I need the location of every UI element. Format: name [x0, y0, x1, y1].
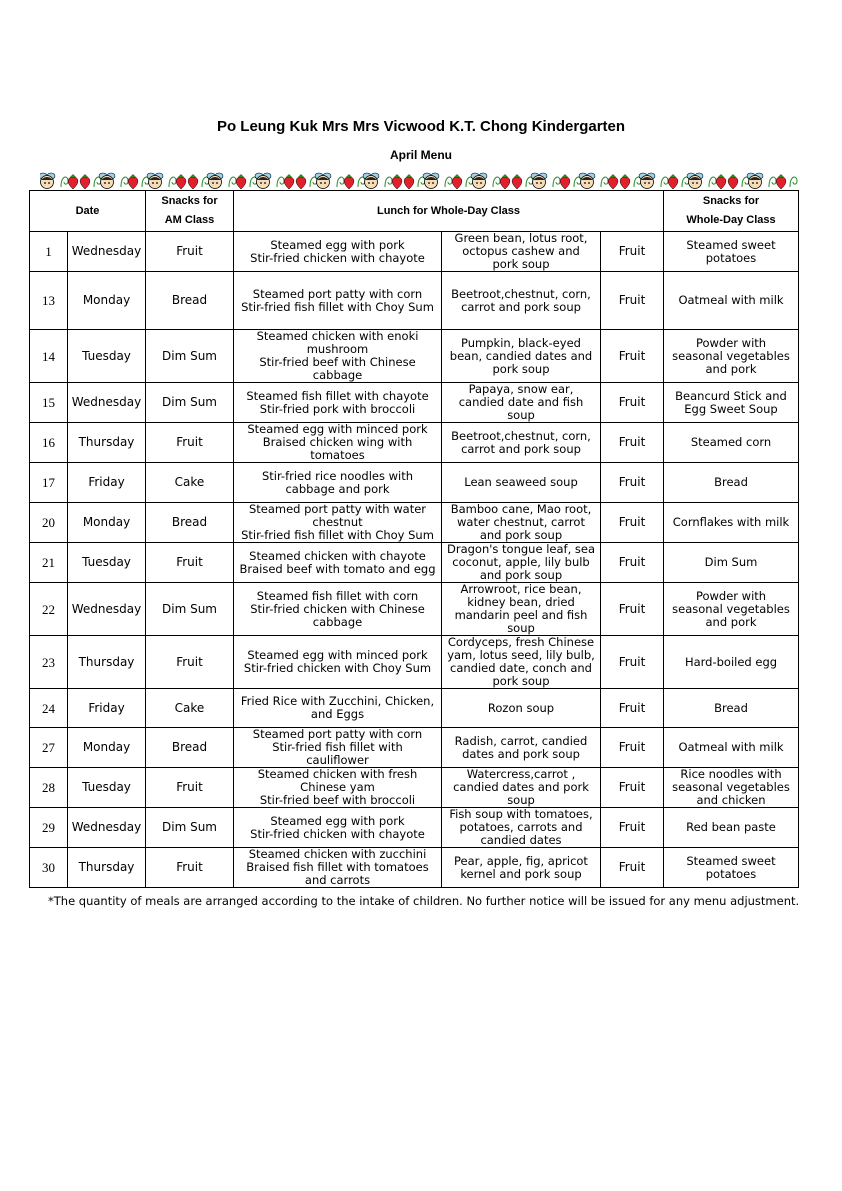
strawberry-icon — [452, 174, 462, 189]
date-number-cell: 22 — [30, 583, 68, 636]
cell-line: Steamed corn — [690, 435, 772, 449]
cell-line: Stir-fried chicken with chayote — [250, 250, 425, 265]
page-subtitle: April Menu — [390, 148, 452, 162]
cell-line: Dim Sum — [704, 555, 758, 569]
cell-line: and pork soup — [479, 528, 563, 542]
fruit-cell: Fruit — [601, 330, 664, 383]
cell-line: kidney bean, dried — [467, 595, 575, 609]
strawberry-icon — [716, 174, 726, 189]
cell-line: Beetroot,chestnut, corn, — [451, 286, 591, 301]
am-snack-cell: Fruit — [146, 232, 234, 272]
cell-line: Steamed fish fillet with corn — [256, 588, 419, 603]
soup-cell — [442, 232, 601, 272]
fruit-cell: Fruit — [601, 808, 664, 848]
weekday-cell: Thursday — [68, 423, 146, 463]
main-dishes-cell — [234, 768, 442, 808]
am-snack-cell: Bread — [146, 272, 234, 330]
cell-line: Egg Sweet Soup — [684, 401, 778, 416]
cell-line: cabbage — [312, 368, 363, 382]
cell-line: mandarin peel and fish — [454, 608, 588, 622]
am-snack-cell: Dim Sum — [146, 383, 234, 423]
table-row — [30, 330, 799, 383]
cell-line: cabbage and pork — [285, 481, 390, 496]
cell-line: Steamed sweet — [686, 237, 776, 252]
strawberry-icon — [668, 174, 678, 189]
swirl-icon — [121, 177, 128, 187]
cell-line: Lean seaweed soup — [464, 475, 578, 489]
cell-line: kernel and pork soup — [460, 866, 582, 881]
bee-icon — [687, 173, 703, 189]
cell-line: carrot and pork soup — [461, 299, 581, 314]
cell-line: Steamed chicken with zucchini — [248, 847, 427, 861]
table-row — [30, 463, 799, 503]
date-number-cell: 1 — [30, 232, 68, 272]
swirl-icon — [337, 177, 344, 187]
soup-cell — [442, 689, 601, 728]
soup-cell — [442, 808, 601, 848]
cell-line: Bamboo cane, Mao root, — [450, 502, 592, 516]
date-number-cell: 16 — [30, 423, 68, 463]
am-snack-cell: Fruit — [146, 543, 234, 583]
cell-line: Dragon's tongue leaf, sea — [446, 542, 595, 556]
whole-day-snack-cell — [664, 848, 799, 888]
am-snack-cell: Dim Sum — [146, 330, 234, 383]
am-snack-cell: Bread — [146, 728, 234, 768]
soup-cell — [442, 423, 601, 463]
cell-line: Steamed fish fillet with chayote — [246, 388, 429, 403]
weekday-cell: Tuesday — [68, 543, 146, 583]
date-number-cell: 27 — [30, 728, 68, 768]
am-snack-cell: Dim Sum — [146, 808, 234, 848]
strawberry-icon — [620, 174, 630, 189]
table-row — [30, 232, 799, 272]
bee-icon — [423, 173, 439, 189]
strawberry-icon — [392, 174, 402, 189]
cell-line: candied date, conch and — [450, 661, 592, 675]
main-dishes-cell — [234, 423, 442, 463]
cell-line: Pear, apple, fig, apricot — [454, 853, 588, 868]
cell-line: Powder with — [695, 335, 767, 350]
cell-line: Stir-fried chicken with chayote — [250, 826, 425, 841]
cell-line: Beetroot,chestnut, corn, — [451, 428, 591, 443]
strawberry-icon — [176, 174, 186, 189]
am-snack-cell: Fruit — [146, 423, 234, 463]
fruit-cell: Fruit — [601, 848, 664, 888]
whole-day-snack-cell — [664, 808, 799, 848]
main-dishes-cell — [234, 543, 442, 583]
cell-line: and pork soup — [479, 568, 563, 582]
main-dishes-cell — [234, 503, 442, 543]
cell-line: Green bean, lotus root, — [454, 231, 588, 245]
fruit-cell: Fruit — [601, 636, 664, 689]
cell-line: water chestnut, carrot — [457, 515, 585, 529]
cell-line: dates and pork soup — [462, 746, 580, 761]
bee-icon — [147, 173, 163, 189]
cell-line: Red bean paste — [686, 820, 776, 834]
cell-line: Rozon soup — [487, 700, 555, 715]
cell-line: Stir-fried fish fillet with Choy Sum — [241, 528, 434, 542]
strawberry-icon — [512, 174, 522, 189]
cell-line: Braised chicken wing with — [262, 435, 413, 449]
fruit-cell: Fruit — [601, 232, 664, 272]
bee-icon — [40, 173, 55, 189]
fruit-cell: Fruit — [601, 383, 664, 423]
soup-cell — [442, 330, 601, 383]
swirl-icon — [229, 177, 236, 187]
cell-line: Steamed egg with pork — [270, 813, 405, 828]
cell-line: mushroom — [306, 342, 369, 356]
cell-line: coconut, apple, lily bulb — [452, 555, 590, 569]
soup-cell — [442, 848, 601, 888]
main-dishes-cell — [234, 636, 442, 689]
date-header: Date — [30, 191, 146, 232]
cell-line: and chicken — [696, 793, 766, 807]
strawberry-icon — [500, 174, 510, 189]
strawberry-icon — [188, 174, 198, 189]
cell-line: seasonal vegetables — [672, 780, 790, 794]
menu-table — [29, 190, 799, 888]
cell-line: Pumpkin, black-eyed — [461, 335, 581, 350]
weekday-cell: Wednesday — [68, 232, 146, 272]
cell-line: Hard-boiled egg — [684, 654, 778, 669]
table-row — [30, 848, 799, 888]
swirl-icon — [493, 177, 500, 187]
table-row — [30, 728, 799, 768]
whole-day-snack-cell — [664, 583, 799, 636]
cell-line: pork soup — [492, 257, 550, 271]
am-snack-cell: Bread — [146, 503, 234, 543]
cell-line: soup — [507, 793, 535, 807]
fruit-cell: Fruit — [601, 728, 664, 768]
table-row — [30, 583, 799, 636]
strawberry-icon — [68, 174, 78, 189]
table-row — [30, 272, 799, 330]
bee-icon — [531, 173, 547, 189]
date-number-cell: 24 — [30, 689, 68, 728]
cell-line: Stir-fried beef with broccoli — [259, 793, 416, 807]
fruit-cell: Fruit — [601, 583, 664, 636]
strawberry-icon — [284, 174, 294, 189]
cell-line: Stir-fried rice noodles with — [261, 468, 414, 483]
cell-line: Steamed chicken with chayote — [249, 548, 426, 563]
table-row — [30, 768, 799, 808]
swirl-icon — [601, 177, 608, 187]
cell-line: candied date and fish — [458, 395, 584, 409]
weekday-cell: Friday — [68, 463, 146, 503]
bee-icon — [315, 173, 331, 189]
date-number-cell: 20 — [30, 503, 68, 543]
whole-day-snack-cell — [664, 463, 799, 503]
table-row — [30, 503, 799, 543]
strawberry-icon — [236, 174, 246, 189]
swirl-icon — [553, 177, 560, 187]
fruit-cell: Fruit — [601, 503, 664, 543]
cell-line: Stir-fried fish fillet with — [272, 740, 403, 754]
bee-icon — [747, 173, 763, 189]
footnote: *The quantity of meals are arranged according to the intake of children. No further notice will be issued for any menu adjustment. — [48, 894, 800, 908]
bee-icon — [579, 173, 595, 189]
weekday-cell: Wednesday — [68, 383, 146, 423]
bee-icon — [99, 173, 115, 189]
strawberry-icon — [80, 174, 90, 189]
cell-line: bean, candied dates and — [449, 348, 593, 363]
wd-snack-header-line2: Whole-Day Class — [686, 214, 776, 226]
main-dishes-cell — [234, 848, 442, 888]
cell-line: carrot and pork soup — [461, 441, 581, 456]
cell-line: Braised fish fillet with tomatoes — [246, 860, 429, 874]
soup-cell — [442, 768, 601, 808]
main-dishes-cell — [234, 583, 442, 636]
main-dishes-cell — [234, 330, 442, 383]
table-row — [30, 543, 799, 583]
swirl-icon — [661, 177, 668, 187]
header-row — [30, 191, 799, 232]
date-number-cell: 21 — [30, 543, 68, 583]
table-row — [30, 423, 799, 463]
weekday-cell: Thursday — [68, 848, 146, 888]
soup-cell — [442, 272, 601, 330]
whole-day-snack-cell — [664, 503, 799, 543]
cell-line: Beancurd Stick and — [675, 388, 787, 403]
cell-line: Papaya, snow ear, — [468, 382, 574, 396]
cell-line: Cordyceps, fresh Chinese — [447, 635, 595, 649]
table-row — [30, 689, 799, 728]
cell-line: Cornflakes with milk — [672, 515, 790, 529]
cell-line: Oatmeal with milk — [678, 293, 784, 307]
cell-line: Radish, carrot, candied — [454, 733, 588, 748]
strawberry-icon — [296, 174, 306, 189]
fruit-cell: Fruit — [601, 463, 664, 503]
weekday-cell: Friday — [68, 689, 146, 728]
cell-line: candied dates and pork — [453, 780, 589, 794]
weekday-cell: Monday — [68, 272, 146, 330]
whole-day-snack-cell — [664, 543, 799, 583]
strawberry-icon — [404, 174, 414, 189]
cell-line: candied dates — [480, 833, 562, 847]
weekday-cell: Tuesday — [68, 768, 146, 808]
cell-line: Braised beef with tomato and egg — [239, 561, 436, 576]
main-dishes-cell — [234, 383, 442, 423]
fruit-cell: Fruit — [601, 272, 664, 330]
cell-line: soup — [507, 408, 535, 422]
cell-line: octopus cashew and — [462, 244, 580, 258]
cell-line: Oatmeal with milk — [678, 740, 784, 754]
cell-line: cabbage — [312, 614, 363, 629]
strawberry-icon — [128, 174, 138, 189]
cell-line: Stir-fried chicken with Choy Sum — [243, 661, 432, 675]
am-snack-header-line2: AM Class — [164, 214, 215, 226]
swirl-icon — [277, 177, 284, 187]
main-dishes-cell — [234, 463, 442, 503]
am-snack-cell: Cake — [146, 463, 234, 503]
weekday-cell: Thursday — [68, 636, 146, 689]
date-number-cell: 28 — [30, 768, 68, 808]
date-number-cell: 13 — [30, 272, 68, 330]
cell-line: Stir-fried beef with Chinese — [259, 355, 416, 369]
soup-cell — [442, 383, 601, 423]
cell-line: tomatoes — [310, 448, 365, 462]
cell-line: Steamed egg with pork — [270, 237, 405, 252]
main-dishes-cell — [234, 272, 442, 330]
whole-day-snack-cell — [664, 636, 799, 689]
main-dishes-cell — [234, 689, 442, 728]
soup-cell — [442, 583, 601, 636]
fruit-cell: Fruit — [601, 543, 664, 583]
am-snack-cell: Fruit — [146, 848, 234, 888]
date-number-cell: 29 — [30, 808, 68, 848]
whole-day-snack-cell — [664, 768, 799, 808]
cell-line: pork soup — [492, 361, 550, 376]
wd-snack-header-line1: Snacks for — [702, 195, 760, 207]
cell-line: and Eggs — [310, 707, 365, 721]
strawberry-icon — [344, 174, 354, 189]
cell-line: Fish soup with tomatoes, — [449, 807, 593, 821]
fruit-cell: Fruit — [601, 423, 664, 463]
cell-line: Steamed port patty with water — [248, 502, 427, 516]
fruit-cell: Fruit — [601, 768, 664, 808]
swirl-icon — [790, 177, 797, 187]
cell-line: Stir-fried chicken with Chinese — [250, 601, 425, 616]
cell-line: Stir-fried pork with broccoli — [259, 401, 416, 416]
whole-day-snack-cell — [664, 272, 799, 330]
cell-line: pork soup — [492, 674, 550, 688]
cell-line: Steamed chicken with enoki — [256, 329, 419, 343]
decorative-border — [40, 170, 806, 192]
weekday-cell: Wednesday — [68, 808, 146, 848]
bee-icon — [639, 173, 655, 189]
cell-line: Chinese yam — [300, 780, 375, 794]
page-title: Po Leung Kuk Mrs Mrs Vicwood K.T. Chong Kindergarten — [216, 118, 626, 135]
swirl-icon — [385, 177, 392, 187]
table-row — [30, 808, 799, 848]
whole-day-snack-cell — [664, 728, 799, 768]
am-snack-cell: Fruit — [146, 768, 234, 808]
cell-line: yam, lotus seed, lily bulb, — [447, 648, 595, 662]
soup-cell — [442, 463, 601, 503]
strawberry-icon — [776, 174, 786, 189]
lunch-header: Lunch for Whole-Day Class — [234, 191, 664, 232]
cell-line: Watercress,carrot , — [466, 767, 576, 781]
cell-line: seasonal vegetables — [672, 348, 790, 363]
strawberry-icon — [728, 174, 738, 189]
cell-line: potatoes — [705, 866, 757, 881]
strawberry-icon — [560, 174, 570, 189]
bee-icon — [255, 173, 271, 189]
soup-cell — [442, 728, 601, 768]
cell-line: Steamed port patty with corn — [252, 286, 423, 301]
weekday-cell: Monday — [68, 503, 146, 543]
cell-line: Powder with — [695, 588, 767, 603]
soup-cell — [442, 636, 601, 689]
main-dishes-cell — [234, 808, 442, 848]
swirl-icon — [445, 177, 452, 187]
cell-line: Bread — [714, 475, 748, 489]
date-number-cell: 14 — [30, 330, 68, 383]
cell-line: Rice noodles with — [680, 767, 782, 781]
cell-line: and pork — [705, 614, 757, 629]
cell-line: Steamed chicken with fresh — [257, 767, 418, 781]
whole-day-snack-cell — [664, 330, 799, 383]
whole-day-snack-cell — [664, 383, 799, 423]
soup-cell — [442, 503, 601, 543]
whole-day-snack-header — [664, 191, 799, 232]
cell-line: Steamed egg with minced pork — [247, 648, 428, 662]
weekday-cell: Wednesday — [68, 583, 146, 636]
bee-icon — [363, 173, 379, 189]
date-number-cell: 17 — [30, 463, 68, 503]
bee-icon — [207, 173, 223, 189]
cell-line: soup — [507, 621, 535, 635]
menu-body — [30, 232, 799, 888]
cell-line: Fried Rice with Zucchini, Chicken, — [240, 694, 435, 708]
date-number-cell: 15 — [30, 383, 68, 423]
whole-day-snack-cell — [664, 423, 799, 463]
cell-line: cauliflower — [306, 753, 369, 767]
am-snack-cell: Cake — [146, 689, 234, 728]
am-snack-cell: Fruit — [146, 636, 234, 689]
cell-line: Stir-fried fish fillet with Choy Sum — [241, 299, 434, 314]
weekday-cell: Tuesday — [68, 330, 146, 383]
am-snack-cell: Dim Sum — [146, 583, 234, 636]
cell-line: and carrots — [304, 873, 371, 887]
table-row — [30, 636, 799, 689]
bee-icon — [471, 173, 487, 189]
cell-line: potatoes — [705, 250, 757, 265]
cell-line: Steamed sweet — [686, 853, 776, 868]
cell-line: potatoes, carrots and — [459, 820, 583, 834]
strawberry-icon — [608, 174, 618, 189]
whole-day-snack-cell — [664, 232, 799, 272]
am-snack-header — [146, 191, 234, 232]
swirl-icon — [769, 177, 776, 187]
date-number-cell: 23 — [30, 636, 68, 689]
cell-line: Steamed egg with minced pork — [247, 422, 428, 436]
whole-day-snack-cell — [664, 689, 799, 728]
cell-line: Bread — [714, 700, 748, 715]
weekday-cell: Monday — [68, 728, 146, 768]
swirl-icon — [61, 177, 68, 187]
cell-line: Steamed port patty with corn — [252, 727, 423, 741]
table-row — [30, 383, 799, 423]
swirl-icon — [709, 177, 716, 187]
cell-line: seasonal vegetables — [672, 601, 790, 616]
cell-line: and pork — [705, 361, 757, 376]
fruit-cell: Fruit — [601, 689, 664, 728]
main-dishes-cell — [234, 728, 442, 768]
soup-cell — [442, 543, 601, 583]
main-dishes-cell — [234, 232, 442, 272]
swirl-icon — [169, 177, 176, 187]
date-number-cell: 30 — [30, 848, 68, 888]
am-snack-header-line1: Snacks for — [161, 195, 218, 207]
cell-line: Arrowroot, rice bean, — [460, 582, 582, 596]
cell-line: chestnut — [312, 515, 363, 529]
